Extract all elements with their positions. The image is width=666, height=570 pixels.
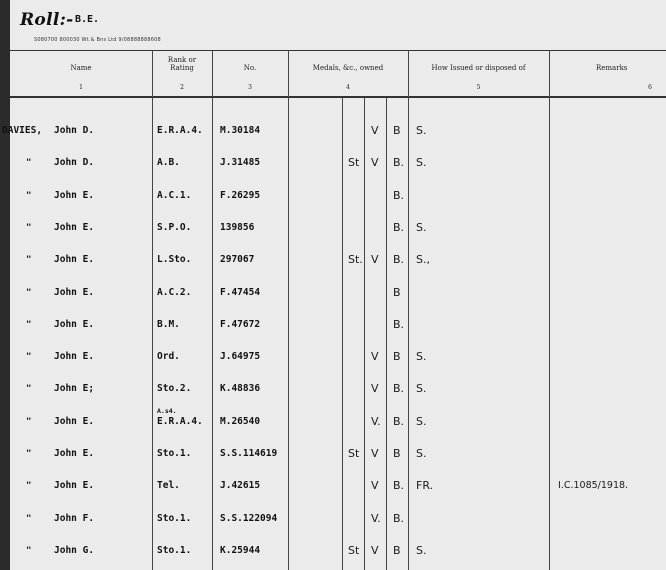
british-medal-cell: B. xyxy=(393,188,405,202)
column-number: 6 xyxy=(648,84,652,91)
british-medal-cell: B. xyxy=(393,511,405,525)
service-number-cell: F.47672 xyxy=(220,318,261,330)
rank-cell: S.P.O. xyxy=(157,221,192,233)
forename-cell: John E. xyxy=(54,415,95,427)
service-number-cell: S.S.122094 xyxy=(220,512,278,524)
forename-cell: John D. xyxy=(54,125,95,136)
issued-cell: S. xyxy=(416,543,427,557)
issued-cell: S. xyxy=(416,350,427,364)
printer-imprint: S080700 800030 Wt.& Bns Ltd 9/08888888608 xyxy=(34,37,161,43)
star-medal-cell: St. xyxy=(348,253,363,267)
british-medal-cell: B xyxy=(393,543,401,557)
column-heading-remarks: Remarks xyxy=(596,64,628,72)
british-medal-cell: B. xyxy=(393,479,405,493)
forename-cell: John E. xyxy=(54,286,95,298)
service-number-cell: J.31485 xyxy=(220,157,261,169)
table-row xyxy=(0,470,666,502)
forename-cell: John E. xyxy=(54,351,95,363)
star-medal-cell: St xyxy=(348,543,360,557)
service-number-cell: J.42615 xyxy=(220,480,261,492)
issued-cell: S. xyxy=(416,382,427,396)
column-number: 4 xyxy=(346,84,350,91)
rank-cell: Sto.1. xyxy=(157,544,192,556)
service-number-cell: J.64975 xyxy=(220,351,261,363)
table-row xyxy=(0,212,666,244)
issued-cell: S. xyxy=(416,124,427,137)
british-medal-cell: B. xyxy=(393,156,405,170)
roll-value: B.E. xyxy=(75,14,100,25)
victory-medal-cell: V xyxy=(371,350,379,364)
forename-cell: John D. xyxy=(54,157,95,169)
ditto-mark: " xyxy=(26,255,32,266)
column-heading-medals: Medals, &c., owned xyxy=(312,64,384,72)
column-number: 3 xyxy=(248,84,252,91)
ditto-mark: " xyxy=(26,384,32,395)
british-medal-cell: B xyxy=(393,285,401,299)
roll-label: Roll:- xyxy=(20,10,74,30)
service-number-cell: M.26540 xyxy=(220,415,261,427)
service-number-cell: F.47454 xyxy=(220,286,261,298)
british-medal-cell: B. xyxy=(393,253,405,267)
issued-cell: S. xyxy=(416,414,427,428)
british-medal-cell: B. xyxy=(393,220,405,234)
victory-medal-cell: V. xyxy=(371,511,381,525)
victory-medal-cell: V xyxy=(371,253,379,267)
star-medal-cell: St xyxy=(348,447,360,460)
ditto-mark: " xyxy=(26,449,32,459)
rank-cell: Sto.1. xyxy=(157,448,192,459)
rank-cell: L.Sto. xyxy=(157,254,192,266)
forename-cell: John E. xyxy=(54,221,95,233)
ditto-mark: " xyxy=(26,545,32,556)
column-heading-name: Name xyxy=(70,64,92,72)
rank-cell: Ord. xyxy=(157,351,180,363)
ditto-mark: " xyxy=(26,158,32,169)
table-row xyxy=(0,115,666,147)
table-row xyxy=(0,277,666,309)
victory-medal-cell: V xyxy=(371,543,379,557)
rank-cell: E.R.A.4. xyxy=(157,415,203,427)
rank-cell: B.M. xyxy=(157,318,180,330)
column-number: 2 xyxy=(180,84,184,91)
rank-cell: A.C.1. xyxy=(157,189,192,201)
victory-medal-cell: V xyxy=(371,479,379,493)
victory-medal-cell: V xyxy=(371,124,379,137)
column-heading-issued: How Issued or disposed of xyxy=(431,64,526,72)
ditto-mark: " xyxy=(26,319,32,330)
remarks-cell: I.C.1085/1918. xyxy=(558,480,629,492)
table-row xyxy=(0,341,666,373)
forename-cell: John E. xyxy=(54,448,95,459)
table-row xyxy=(0,438,666,470)
surname-cell: DAVIES, xyxy=(2,125,43,136)
column-heading-number: No. xyxy=(243,64,257,72)
table-row xyxy=(0,503,666,535)
service-number-cell: M.30184 xyxy=(220,125,261,136)
forename-cell: John E. xyxy=(54,480,95,492)
table-row xyxy=(0,147,666,179)
victory-medal-cell: V. xyxy=(371,414,381,428)
victory-medal-cell: V xyxy=(371,382,379,396)
victory-medal-cell: V xyxy=(371,156,379,170)
service-number-cell: 139856 xyxy=(220,221,255,233)
header-top-rule xyxy=(10,50,666,51)
forename-cell: John G. xyxy=(54,544,95,556)
forename-cell: John E; xyxy=(54,383,95,395)
ditto-mark: " xyxy=(26,352,32,363)
header-bottom-rule xyxy=(10,96,666,98)
column-number: 1 xyxy=(79,84,83,91)
rank-cell: Tel. xyxy=(157,480,180,492)
british-medal-cell: B xyxy=(393,350,401,364)
rank-cell: A.B. xyxy=(157,157,180,169)
rank-annotation: A.s4. xyxy=(157,406,177,415)
service-number-cell: F.26295 xyxy=(220,189,261,201)
issued-cell: S. xyxy=(416,447,427,460)
forename-cell: John E. xyxy=(54,254,95,266)
british-medal-cell: B xyxy=(393,447,401,460)
british-medal-cell: B xyxy=(393,124,401,137)
rank-cell: Sto.2. xyxy=(157,383,192,395)
table-row xyxy=(0,180,666,212)
column-heading-rank: Rank or Rating xyxy=(167,56,197,72)
service-number-cell: S.S.114619 xyxy=(220,448,278,459)
victory-medal-cell: V xyxy=(371,447,379,460)
british-medal-cell: B. xyxy=(393,382,405,396)
ditto-mark: " xyxy=(26,513,32,524)
british-medal-cell: B. xyxy=(393,317,405,331)
issued-cell: S. xyxy=(416,156,427,170)
table-row xyxy=(0,406,666,438)
issued-cell: FR. xyxy=(416,479,434,493)
issued-cell: S. xyxy=(416,220,427,234)
table-row xyxy=(0,309,666,341)
ditto-mark: " xyxy=(26,222,32,233)
forename-cell: John E. xyxy=(54,189,95,201)
ditto-mark: " xyxy=(26,190,32,201)
service-number-cell: K.25944 xyxy=(220,544,261,556)
table-row xyxy=(0,244,666,276)
star-medal-cell: St xyxy=(348,156,360,170)
forename-cell: John E. xyxy=(54,318,95,330)
table-row xyxy=(0,373,666,405)
rank-cell: A.C.2. xyxy=(157,286,192,298)
issued-cell: S., xyxy=(416,253,430,267)
ditto-mark: " xyxy=(26,416,32,427)
british-medal-cell: B. xyxy=(393,414,405,428)
column-number: 5 xyxy=(476,84,481,91)
rank-cell: E.R.A.4. xyxy=(157,125,203,136)
ditto-mark: " xyxy=(26,481,32,492)
forename-cell: John F. xyxy=(54,512,95,524)
service-number-cell: K.48836 xyxy=(220,383,261,395)
ditto-mark: " xyxy=(26,287,32,298)
table-row xyxy=(0,535,666,567)
rank-cell: Sto.1. xyxy=(157,512,192,524)
service-number-cell: 297067 xyxy=(220,254,255,266)
